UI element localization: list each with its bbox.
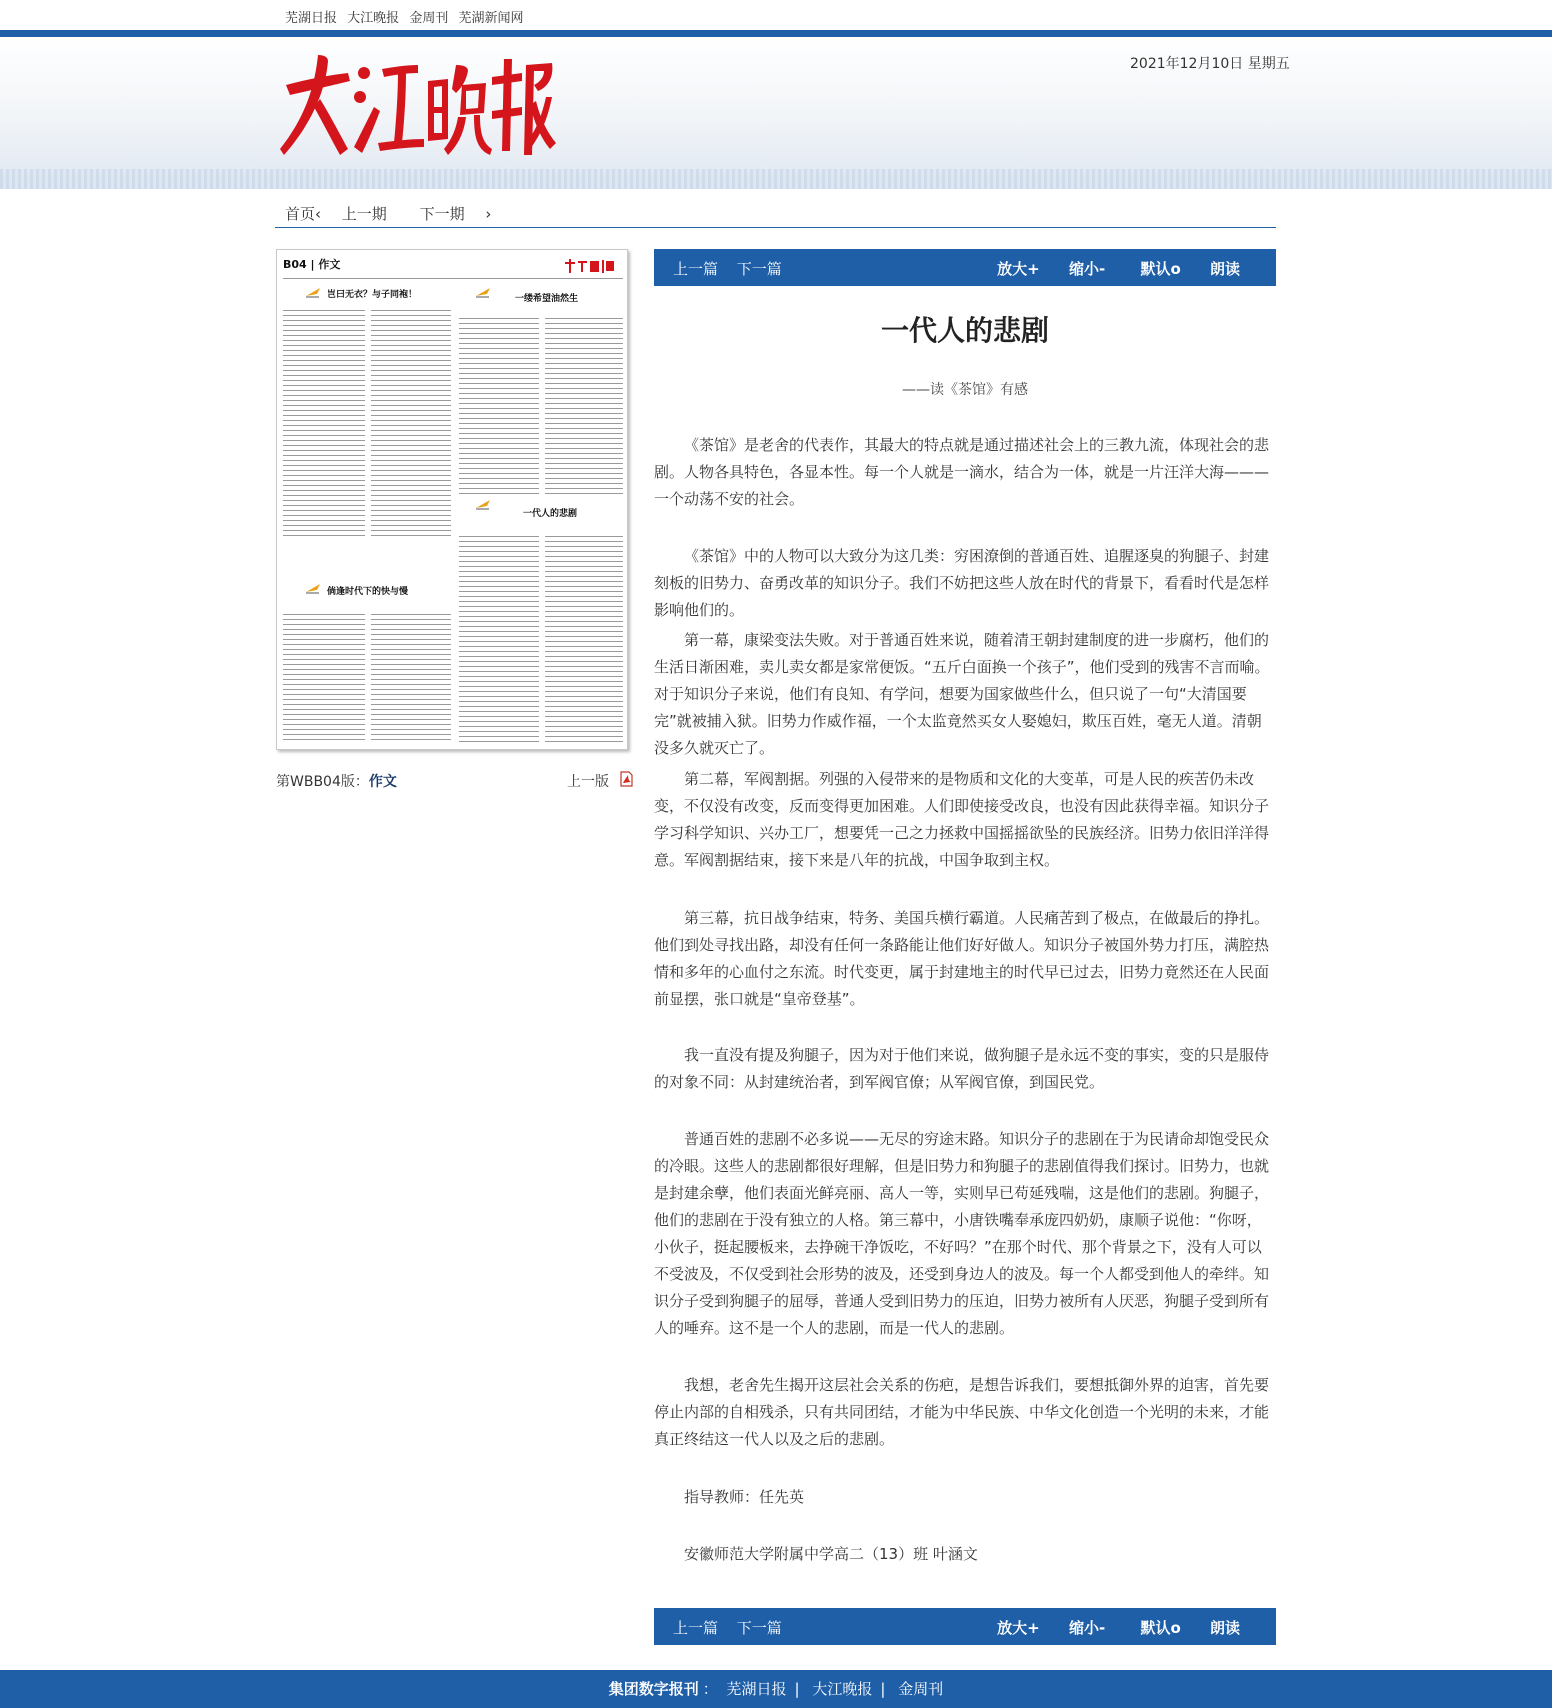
thumbnail-title-4: 倘逢时代下的快与慢	[327, 587, 409, 597]
footer-link-dajiang-evening[interactable]: 大江晚报	[812, 1680, 873, 1698]
article-subtitle: ——读《茶馆》有感	[902, 382, 1028, 398]
prev-article-button[interactable]: 上一篇	[673, 1619, 719, 1637]
page-info: 第WBB04版：作文	[276, 774, 397, 790]
footer-bar: 集团数字报刊 ： 芜湖日报 | 大江晚报 | 金周刊	[0, 1670, 1552, 1708]
header-wave-pattern	[0, 169, 1552, 189]
next-article-button[interactable]: 下一篇	[736, 260, 782, 278]
thumbnail-text-block	[283, 308, 365, 538]
thumbnail-page-label: B04 | 作文	[283, 258, 341, 271]
default-size-button[interactable]: 默认o	[1140, 260, 1181, 278]
top-blue-rule	[0, 30, 1552, 37]
issue-nav	[285, 203, 503, 224]
footer-link-jinzhoukan[interactable]: 金周刊	[898, 1680, 944, 1698]
footer-link-wuhu-daily[interactable]: 芜湖日报	[726, 1680, 787, 1698]
article-paragraph: 我一直没有提及狗腿子，因为对于他们来说，做狗腿子是永远不变的事实，变的只是服侍的对象不同：从封建统治者，到军阀官僚；从军阀官僚，到国民党。	[654, 1046, 1270, 1091]
chevron-right-icon: ›	[485, 205, 492, 223]
article-toolbar-top	[654, 249, 1276, 286]
zoom-in-button[interactable]: 放大+	[997, 260, 1040, 278]
article-paragraph: 《茶馆》是老舍的代表作，其最大的特点就是通过描述社会上的三教九流，体现社会的悲剧。人物各具特色，各显本性。每一个人就是一滴水，结合为一体，就是一片汪洋大海———一个动荡不安的社会。	[654, 436, 1270, 508]
top-link-wuhu-news[interactable]: 芜湖新闻网	[458, 11, 524, 26]
article-title: 一代人的悲剧	[880, 314, 1049, 347]
issue-date: 2021年12月10日 星期五	[1130, 56, 1290, 72]
article-paragraph: 《茶馆》中的人物可以大致分为这几类：穷困潦倒的普通百姓、追腥逐臭的狗腿子、封建刻板的旧势力、奋勇改革的知识分子。我们不妨把这些人放在时代的背景下，看看时代是怎样影响他们的。	[654, 547, 1270, 619]
author-credit: 安徽师范大学附属中学高二（13）班 叶涵文	[684, 1545, 978, 1563]
pen-icon	[475, 286, 491, 298]
thumbnail-title-3: 一代人的悲剧	[523, 509, 578, 519]
article-toolbar-bottom	[654, 1608, 1276, 1645]
top-links	[285, 7, 529, 26]
thumbnail-masthead-logo	[563, 258, 615, 274]
thumbnail-header-rule	[283, 278, 623, 279]
thumbnail-text-block	[545, 316, 623, 496]
read-aloud-button[interactable]: 朗读	[1209, 260, 1240, 278]
zoom-out-button[interactable]: 缩小-	[1068, 1619, 1106, 1637]
thumbnail-text-block	[371, 612, 451, 744]
article-paragraph: 我想，老舍先生揭开这层社会关系的伤疤，是想告诉我们，要想抵御外界的迫害，首先要停止内部的自相残杀，只有共同团结，才能为中华民族、中华文化创造一个光明的未来，才能真正终结这一代人以及之后的悲剧。	[654, 1376, 1270, 1448]
pdf-icon[interactable]	[619, 771, 634, 787]
read-aloud-button[interactable]: 朗读	[1209, 1619, 1240, 1637]
nav-divider	[275, 227, 1276, 228]
next-article-button[interactable]: 下一篇	[736, 1619, 782, 1637]
nav-home-link[interactable]: 首页‹	[285, 205, 322, 223]
masthead-logo[interactable]	[278, 51, 558, 163]
thumbnail-text-block	[371, 308, 451, 538]
pen-icon	[475, 498, 491, 510]
header-banner	[0, 37, 1552, 189]
thumbnail-title-2: 一缕希望油然生	[515, 294, 579, 304]
footer-label: 集团数字报刊	[608, 1680, 699, 1698]
article-paragraph: 第三幕，抗日战争结束，特务、美国兵横行霸道。人民痛苦到了极点，在做最后的挣扎。他们到处寻找出路，却没有任何一条路能让他们好好做人。知识分子被国外势力打压，满腔热情和多年的心血付之东流。时代变更，属于封建地主的时代早已过去，旧势力竟然还在人民面前显摆，张口就是“皇帝登基”。	[654, 909, 1270, 1008]
article-paragraph: 第一幕，康梁变法失败。对于普通百姓来说，随着清王朝封建制度的进一步腐朽，他们的生活日渐困难，卖儿卖女都是家常便饭。“五斤白面换一个孩子”，他们受到的残害不言而喻。对于知识分子来说，他们有良知、有学问，想要为国家做些什么，但只说了一句“大清国要完”就被捕入狱。旧势力作威作福，一个太监竟然买女人娶媳妇，欺压百姓，毫无人道。清朝没多久就灭亡了。	[654, 631, 1270, 757]
article-paragraph: 普通百姓的悲剧不必多说——无尽的穷途末路。知识分子的悲剧在于为民请命却饱受民众的冷眼。这些人的悲剧都很好理解，但是旧势力和狗腿子的悲剧值得我们探讨。旧势力，也就是封建余孽，他们表面光鲜亮丽、高人一等，实则早已苟延残喘，这是他们的悲剧。狗腿子，他们的悲剧在于没有独立的人格。第三幕中，小唐铁嘴奉承庞四奶奶，康顺子说他：“你呀，小伙子，挺起腰板来，去挣碗干净饭吃，不好吗？”在那个时代、那个背景之下，没有人可以不受波及，不仅受到社会形势的波及，还受到身边人的波及。每一个人都受到他人的牵绊。知识分子受到狗腿子的屈辱，普通人受到旧势力的压迫，旧势力被所有人厌恶，狗腿子受到所有人的唾弃。这不是一个人的悲剧，而是一代人的悲剧。	[654, 1130, 1270, 1337]
page-name: 作文	[368, 774, 397, 790]
prev-page-link[interactable]: 上一版	[567, 774, 609, 790]
thumbnail-text-block	[459, 316, 539, 496]
prev-article-button[interactable]: 上一篇	[673, 260, 719, 278]
chevron-left-icon: ‹	[315, 205, 322, 223]
pen-icon	[305, 582, 321, 594]
thumbnail-title-1: 岂曰无衣？与子同袍！	[327, 290, 418, 300]
zoom-in-button[interactable]: 放大+	[997, 1619, 1040, 1637]
top-link-jinzhoukan[interactable]: 金周刊	[409, 11, 449, 26]
top-link-dajiang-evening[interactable]: 大江晚报	[347, 11, 400, 26]
default-size-button[interactable]: 默认o	[1140, 1619, 1181, 1637]
pen-icon	[305, 286, 321, 298]
thumbnail-text-block	[459, 534, 539, 744]
article-paragraph: 第二幕，军阀割据。列强的入侵带来的是物质和文化的大变革，可是人民的疾苦仍未改变，不仅没有改变，反而变得更加困难。人们即使接受改良，也没有因此获得幸福。知识分子学习科学知识、兴办工厂，想要凭一己之力拯救中国摇摇欲坠的民族经济。旧势力依旧洋洋得意。军阀割据结束，接下来是八年的抗战，中国争取到主权。	[654, 770, 1270, 869]
top-link-wuhu-daily[interactable]: 芜湖日报	[285, 11, 338, 26]
teacher-credit: 指导教师：任先英	[684, 1488, 805, 1506]
thumbnail-text-block	[283, 612, 365, 744]
thumbnail-text-block	[545, 534, 623, 744]
nav-next-issue-link[interactable]: 下一期	[419, 205, 465, 223]
zoom-out-button[interactable]: 缩小-	[1068, 260, 1106, 278]
page-thumbnail[interactable]	[276, 249, 628, 750]
nav-prev-issue-link[interactable]: 上一期	[341, 205, 387, 223]
